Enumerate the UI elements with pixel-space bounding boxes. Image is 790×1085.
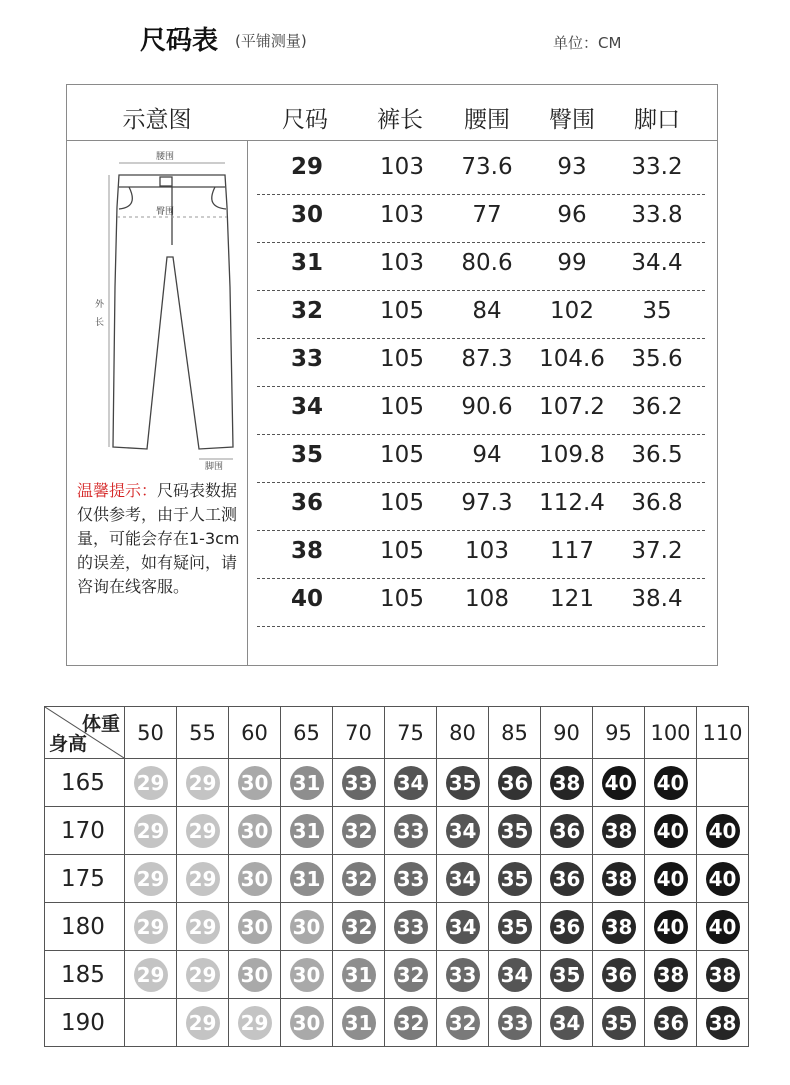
size-cell: 32 [290, 298, 323, 324]
height-row [45, 999, 749, 1047]
weight-header: 65 [281, 707, 333, 759]
size-badge: 29 [134, 910, 168, 944]
size-cell [697, 759, 749, 807]
hip-cell: 99 [557, 250, 587, 276]
header-divider [67, 140, 717, 141]
length-cell: 105 [380, 538, 424, 564]
size-badge: 29 [186, 862, 220, 896]
size-badge: 31 [342, 958, 376, 992]
hem-cell: 35.6 [631, 346, 683, 372]
waist-cell: 90.6 [461, 394, 513, 420]
size-cell [593, 951, 645, 999]
size-cell [125, 855, 177, 903]
size-badge: 36 [654, 1006, 688, 1040]
size-cell [697, 807, 749, 855]
size-badge: 29 [186, 814, 220, 848]
size-badge: 31 [290, 766, 324, 800]
size-cell [281, 999, 333, 1047]
hip-cell: 112.4 [539, 490, 605, 516]
weight-header: 110 [697, 707, 749, 759]
hip-cell: 109.8 [539, 442, 605, 468]
height-cell: 190 [45, 999, 125, 1047]
size-badge: 30 [238, 862, 272, 896]
length-cell: 105 [380, 394, 424, 420]
height-cell: 165 [45, 759, 125, 807]
height-cell: 180 [45, 903, 125, 951]
height-row [45, 951, 749, 999]
size-badge: 40 [654, 814, 688, 848]
size-cell [541, 903, 593, 951]
size-cell [697, 855, 749, 903]
size-cell [593, 807, 645, 855]
length-cell: 103 [380, 154, 424, 180]
size-badge: 36 [602, 958, 636, 992]
size-row [257, 338, 705, 387]
size-row [257, 290, 705, 339]
size-cell [489, 855, 541, 903]
size-row [257, 482, 705, 531]
size-cell [645, 951, 697, 999]
size-row [257, 434, 705, 483]
size-badge: 29 [186, 958, 220, 992]
length-cell: 103 [380, 250, 424, 276]
size-cell [645, 855, 697, 903]
height-cell: 185 [45, 951, 125, 999]
hem-cell: 36.5 [631, 442, 683, 468]
size-chart [66, 84, 718, 666]
size-row [257, 530, 705, 579]
size-cell [281, 903, 333, 951]
size-badge: 34 [446, 910, 480, 944]
size-badge: 35 [498, 814, 532, 848]
hem-cell: 34.4 [631, 250, 683, 276]
size-cell [125, 759, 177, 807]
weight-header: 95 [593, 707, 645, 759]
size-badge: 34 [446, 814, 480, 848]
size-cell [645, 999, 697, 1047]
weight-header: 85 [489, 707, 541, 759]
hip-cell: 93 [557, 154, 587, 180]
size-badge: 29 [186, 766, 220, 800]
hip-cell: 117 [550, 538, 594, 564]
header-waist: 腰围 [464, 107, 510, 133]
weight-header: 90 [541, 707, 593, 759]
size-cell [593, 903, 645, 951]
size-cell [489, 759, 541, 807]
size-cell [333, 903, 385, 951]
size-cell [333, 999, 385, 1047]
hip-cell: 102 [550, 298, 594, 324]
size-badge: 34 [550, 1006, 584, 1040]
size-cell [125, 807, 177, 855]
size-cell [333, 807, 385, 855]
weight-label: 体重 [81, 713, 120, 735]
hip-cell: 104.6 [539, 346, 605, 372]
header-hem: 脚口 [634, 107, 680, 133]
size-cell [125, 903, 177, 951]
size-cell [489, 951, 541, 999]
column-divider [247, 140, 248, 666]
size-badge: 34 [498, 958, 532, 992]
weight-header: 50 [125, 707, 177, 759]
size-cell [177, 807, 229, 855]
page-title: 尺码表 [140, 26, 219, 56]
hip-cell: 96 [557, 202, 587, 228]
size-badge: 33 [394, 862, 428, 896]
weight-header: 75 [385, 707, 437, 759]
size-cell: 40 [290, 586, 323, 612]
size-row [257, 578, 705, 627]
size-cell [697, 903, 749, 951]
size-cell: 33 [290, 346, 323, 372]
waist-cell: 97.3 [461, 490, 513, 516]
size-badge: 33 [498, 1006, 532, 1040]
size-badge: 31 [290, 862, 324, 896]
size-cell [645, 759, 697, 807]
waist-cell: 87.3 [461, 346, 513, 372]
size-badge: 38 [550, 766, 584, 800]
length-label-1: 外 [95, 300, 105, 310]
size-badge: 29 [134, 814, 168, 848]
waist-cell: 94 [472, 442, 502, 468]
size-cell: 30 [290, 202, 323, 228]
size-cell [541, 951, 593, 999]
size-badge: 32 [342, 814, 376, 848]
hem-label: 脚围 [205, 462, 224, 472]
hip-cell: 107.2 [539, 394, 605, 420]
size-cell [229, 999, 281, 1047]
size-cell [489, 903, 541, 951]
size-badge: 31 [342, 1006, 376, 1040]
size-cell [489, 999, 541, 1047]
height-cell: 175 [45, 855, 125, 903]
size-badge: 29 [186, 910, 220, 944]
hem-cell: 37.2 [631, 538, 683, 564]
waist-cell: 80.6 [461, 250, 513, 276]
size-cell [229, 903, 281, 951]
size-cell [437, 903, 489, 951]
size-cell [125, 999, 177, 1047]
size-badge: 40 [602, 766, 636, 800]
size-cell [385, 759, 437, 807]
size-cell [229, 759, 281, 807]
waist-cell: 73.6 [461, 154, 513, 180]
size-cell [281, 855, 333, 903]
waist-cell: 84 [472, 298, 502, 324]
size-cell: 36 [290, 490, 323, 516]
size-badge: 30 [290, 958, 324, 992]
size-badge: 36 [550, 910, 584, 944]
size-badge: 32 [342, 862, 376, 896]
size-cell [177, 999, 229, 1047]
table-corner [45, 707, 125, 759]
weight-header: 80 [437, 707, 489, 759]
page-subtitle: (平铺测量) [235, 32, 307, 50]
size-cell [281, 807, 333, 855]
size-badge: 32 [446, 1006, 480, 1040]
size-cell: 29 [290, 154, 323, 180]
weight-header: 60 [229, 707, 281, 759]
size-cell [541, 759, 593, 807]
size-badge: 35 [498, 862, 532, 896]
size-cell [489, 807, 541, 855]
size-badge: 31 [290, 814, 324, 848]
size-badge: 33 [446, 958, 480, 992]
height-row [45, 855, 749, 903]
size-row [257, 242, 705, 291]
length-cell: 105 [380, 298, 424, 324]
size-badge: 38 [602, 910, 636, 944]
size-badge: 38 [602, 862, 636, 896]
size-badge: 30 [290, 1006, 324, 1040]
size-badge: 38 [706, 958, 740, 992]
size-badge: 40 [706, 910, 740, 944]
size-badge: 35 [550, 958, 584, 992]
size-badge: 33 [394, 814, 428, 848]
size-badge: 35 [446, 766, 480, 800]
size-cell [333, 759, 385, 807]
hip-label: 臀围 [155, 207, 175, 217]
size-badge: 30 [290, 910, 324, 944]
size-badge: 38 [706, 1006, 740, 1040]
size-cell [125, 951, 177, 999]
size-cell [593, 999, 645, 1047]
length-cell: 105 [380, 346, 424, 372]
waist-cell: 103 [465, 538, 509, 564]
size-cell [281, 759, 333, 807]
size-cell [385, 999, 437, 1047]
size-cell: 35 [290, 442, 323, 468]
size-row [257, 146, 705, 195]
size-cell [437, 951, 489, 999]
height-row [45, 807, 749, 855]
size-cell [177, 759, 229, 807]
size-badge: 29 [134, 766, 168, 800]
size-cell [177, 855, 229, 903]
waist-cell: 77 [472, 202, 502, 228]
size-row [257, 194, 705, 243]
size-badge: 29 [134, 862, 168, 896]
size-badge: 34 [394, 766, 428, 800]
height-label: 身高 [49, 733, 88, 755]
size-badge: 40 [654, 862, 688, 896]
size-badge: 36 [498, 766, 532, 800]
length-cell: 103 [380, 202, 424, 228]
size-cell [229, 807, 281, 855]
size-cell [437, 759, 489, 807]
warning-label: 温馨提示： [77, 481, 158, 500]
header-size: 尺码 [282, 107, 328, 133]
hem-cell: 38.4 [631, 586, 683, 612]
size-cell [385, 855, 437, 903]
size-badge: 33 [394, 910, 428, 944]
waist-cell: 108 [465, 586, 509, 612]
size-cell [541, 807, 593, 855]
weight-header: 100 [645, 707, 697, 759]
size-badge: 34 [446, 862, 480, 896]
height-row [45, 903, 749, 951]
waist-label: 腰围 [155, 152, 175, 162]
weight-header: 70 [333, 707, 385, 759]
size-cell [385, 951, 437, 999]
size-cell [437, 807, 489, 855]
size-badge: 40 [654, 766, 688, 800]
unit-label: 单位：CM [553, 34, 622, 52]
hem-cell: 35 [642, 298, 672, 324]
size-note [77, 479, 245, 599]
size-cell [541, 999, 593, 1047]
size-cell [645, 807, 697, 855]
height-cell: 170 [45, 807, 125, 855]
size-cell: 38 [290, 538, 323, 564]
size-badge: 30 [238, 958, 272, 992]
weight-height-table [44, 706, 749, 1047]
size-badge: 30 [238, 910, 272, 944]
size-badge: 29 [186, 1006, 220, 1040]
height-row [45, 759, 749, 807]
size-row [257, 386, 705, 435]
size-badge: 32 [394, 1006, 428, 1040]
size-badge: 30 [238, 766, 272, 800]
size-cell [177, 903, 229, 951]
hem-cell: 36.2 [631, 394, 683, 420]
pants-diagram [77, 147, 242, 472]
size-badge: 40 [706, 814, 740, 848]
size-cell [437, 855, 489, 903]
size-cell [229, 951, 281, 999]
size-cell [593, 759, 645, 807]
size-cell [333, 855, 385, 903]
size-badge: 35 [602, 1006, 636, 1040]
header-diagram: 示意图 [122, 107, 192, 133]
size-badge: 40 [706, 862, 740, 896]
size-cell [437, 999, 489, 1047]
hem-cell: 33.2 [631, 154, 683, 180]
header-length: 裤长 [377, 107, 423, 133]
header-hip: 臀围 [549, 107, 595, 133]
note-text: 尺码表数据仅供参考，由于人工测量，可能会存在1-3cm的误差，如有疑问，请咨询在线客服。 [77, 481, 240, 596]
size-cell: 34 [290, 394, 323, 420]
size-cell [385, 807, 437, 855]
length-cell: 105 [380, 490, 424, 516]
size-cell [593, 855, 645, 903]
size-badge: 36 [550, 814, 584, 848]
length-cell: 105 [380, 586, 424, 612]
size-badge: 40 [654, 910, 688, 944]
length-label-2: 长 [95, 318, 105, 328]
size-badge: 36 [550, 862, 584, 896]
size-cell [645, 903, 697, 951]
size-badge: 35 [498, 910, 532, 944]
hem-cell: 33.8 [631, 202, 683, 228]
size-cell [281, 951, 333, 999]
size-cell [697, 999, 749, 1047]
hem-cell: 36.8 [631, 490, 683, 516]
size-cell [541, 855, 593, 903]
size-cell [229, 855, 281, 903]
size-badge: 29 [238, 1006, 272, 1040]
size-cell [385, 903, 437, 951]
size-badge: 38 [602, 814, 636, 848]
hip-cell: 121 [550, 586, 594, 612]
weight-header: 55 [177, 707, 229, 759]
size-cell [697, 951, 749, 999]
size-badge: 32 [394, 958, 428, 992]
length-cell: 105 [380, 442, 424, 468]
size-badge: 33 [342, 766, 376, 800]
size-cell: 31 [290, 250, 323, 276]
size-cell [333, 951, 385, 999]
size-cell [177, 951, 229, 999]
size-badge: 30 [238, 814, 272, 848]
size-badge: 29 [134, 958, 168, 992]
size-badge: 32 [342, 910, 376, 944]
size-badge: 38 [654, 958, 688, 992]
